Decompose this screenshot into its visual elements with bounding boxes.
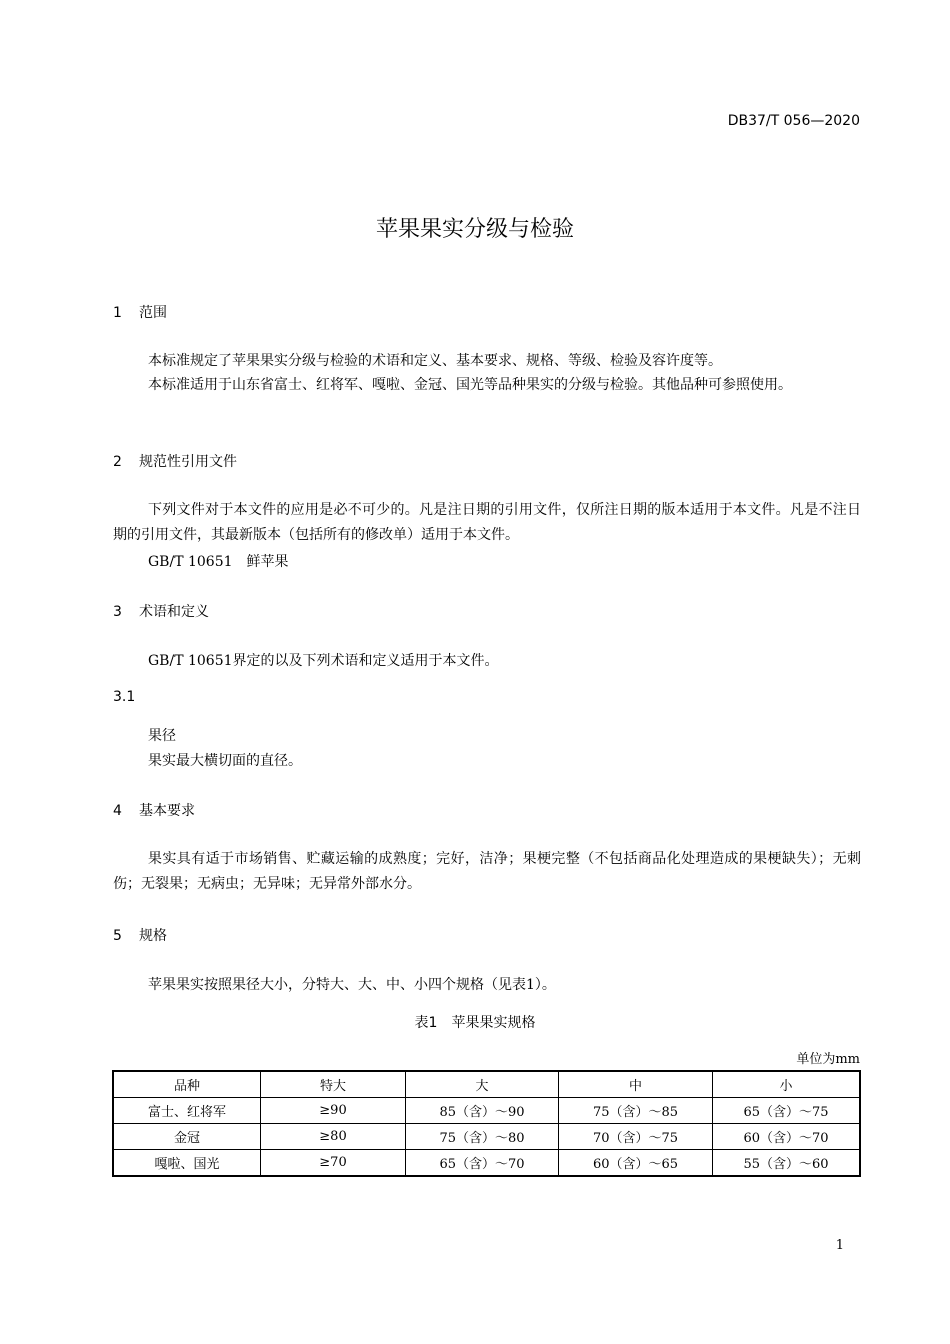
table-cell: ≥90 <box>261 1098 406 1124</box>
document-code: DB37/T 056—2020 <box>727 113 860 129</box>
table-cell: 65（含）～75 <box>713 1098 861 1124</box>
table-unit: 单位为mm <box>796 1052 860 1067</box>
table-cell: 富士、红将军 <box>113 1098 261 1124</box>
table-row <box>113 1150 860 1177</box>
spec-table <box>112 1070 861 1177</box>
table-header-cell: 大 <box>406 1071 559 1098</box>
normative-reference: GB/T 10651 鲜苹果 <box>148 554 289 570</box>
table-cell: ≥70 <box>261 1150 406 1177</box>
subsection-number: 3.1 <box>113 689 136 705</box>
section-1-paragraph-1: 本标准规定了苹果果实分级与检验的术语和定义、基本要求、规格、等级、检验及容许度等。 <box>148 353 722 369</box>
table-cell: 金冠 <box>113 1124 261 1150</box>
section-number: 4 <box>113 803 122 819</box>
table-caption <box>0 1012 950 1032</box>
section-1-heading <box>113 302 167 322</box>
section-5-heading <box>113 925 167 945</box>
table-cell: 75（含）～85 <box>559 1098 713 1124</box>
section-2-paragraph-1: 下列文件对于本文件的应用是必不可少的。凡是注日期的引用文件，仅所注日期的版本适用于本文件。凡是不注日期的引用文件，其最新版本（包括所有的修改单）适用于本文件。 <box>113 502 861 543</box>
section-3-heading <box>113 601 209 621</box>
term-name: 果径 <box>148 728 176 744</box>
section-title: 规格 <box>139 928 167 944</box>
table-cell: 65（含）～70 <box>406 1150 559 1177</box>
term-definition: 果实最大横切面的直径。 <box>148 753 302 769</box>
section-4-paragraph-1: 果实具有适于市场销售、贮藏运输的成熟度；完好，洁净；果梗完整（不包括商品化处理造成的果梗缺失）；无刺伤；无裂果；无病虫；无异味；无异常外部水分。 <box>113 851 861 892</box>
table-row <box>113 1098 860 1124</box>
table-cell: 55（含）～60 <box>713 1150 861 1177</box>
table-caption-number: 表1 <box>414 1015 438 1031</box>
table-cell: ≥80 <box>261 1124 406 1150</box>
page-number: 1 <box>835 1238 844 1253</box>
table-header-row <box>113 1071 860 1098</box>
section-3-paragraph-1: GB/T 10651界定的以及下列术语和定义适用于本文件。 <box>148 653 499 669</box>
section-title: 规范性引用文件 <box>139 454 237 470</box>
table-header-cell: 小 <box>713 1071 861 1098</box>
section-2-heading <box>113 451 237 471</box>
section-4-heading <box>113 800 195 820</box>
table-header-cell: 品种 <box>113 1071 261 1098</box>
table-cell: 75（含）～80 <box>406 1124 559 1150</box>
section-1-paragraph-2: 本标准适用于山东省富士、红将军、嘎啦、金冠、国光等品种果实的分级与检验。其他品种可参照使用。 <box>148 377 792 393</box>
section-title: 术语和定义 <box>139 604 209 620</box>
table-cell: 60（含）～70 <box>713 1124 861 1150</box>
section-number: 5 <box>113 928 122 944</box>
section-title: 范围 <box>139 305 167 321</box>
section-5-paragraph-1: 苹果果实按照果径大小，分特大、大、中、小四个规格（见表1）。 <box>148 977 556 993</box>
table-header-cell: 中 <box>559 1071 713 1098</box>
table-cell: 70（含）～75 <box>559 1124 713 1150</box>
table-cell: 嘎啦、国光 <box>113 1150 261 1177</box>
table-header-cell: 特大 <box>261 1071 406 1098</box>
table-caption-title: 苹果果实规格 <box>451 1015 536 1031</box>
section-number: 3 <box>113 604 122 620</box>
table-cell: 85（含）～90 <box>406 1098 559 1124</box>
section-number: 1 <box>113 305 122 321</box>
document-title: 苹果果实分级与检验 <box>375 217 574 242</box>
table-cell: 60（含）～65 <box>559 1150 713 1177</box>
table-row <box>113 1124 860 1150</box>
section-number: 2 <box>113 454 122 470</box>
section-title: 基本要求 <box>139 803 195 819</box>
